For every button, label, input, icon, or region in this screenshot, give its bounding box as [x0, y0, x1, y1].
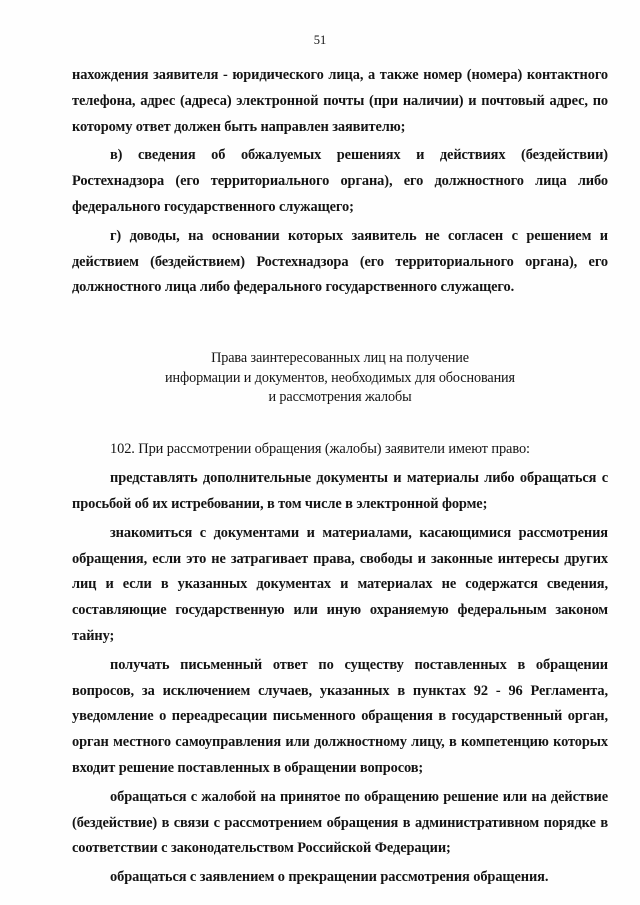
paragraph-item-v: в) сведения об обжалуемых решениях и действиях (бездействии) Ростехнадзора (его территориального органа), его должностного лица либо федерального государственного служащего;: [72, 147, 608, 215]
document-body: [72, 63, 608, 891]
paragraph-102-lead: 102. При рассмотрении обращения (жалобы) заявители имеют право:: [110, 441, 530, 458]
section-heading-line: Права заинтересованных лиц на получение: [211, 350, 469, 367]
paragraph-right-appeal: обращаться с жалобой на принятое по обращению решение или на действие (бездействие) в связи с рассмотрением обращения в административном порядке в соответствии с законодательством Российской Федерации;: [72, 788, 608, 857]
section-heading-line: и рассмотрения жалобы: [268, 388, 412, 405]
paragraph-right-familiarize: знакомиться с документами и материалами, касающимися рассмотрения обращения, если это не затрагивает права, свободы и законные интересы других лиц и если в указанных документах и материалах не содержатся сведения, составляющие государственную или иную охраняемую федеральным законом тайну;: [72, 524, 608, 644]
paragraph-item-g: г) доводы, на основании которых заявитель не согласен с решением и действием (бездействием) Ростехнадзора (его территориального органа), его должностного лица либо федерального государственного служащего.: [72, 227, 608, 296]
paragraph-right-documents: представлять дополнительные документы и материалы либо обращаться с просьбой об их истребовании, в том числе в электронной форме;: [72, 470, 608, 512]
paragraph-right-answer: получать письменный ответ по существу поставленных в обращении вопросов, за исключением случаев, указанных в пунктах 92 - 96 Регламента, уведомление о переадресации письменного обращения в государственный орган, орган местного самоуправления или должностному лицу, в компетенцию которых входит решение поставленных в обращении вопросов;: [72, 656, 608, 776]
page-number: 51: [313, 33, 327, 47]
section-heading: [72, 349, 608, 407]
paragraph-right-termination: обращаться с заявлением о прекращении рассмотрения обращения.: [110, 869, 549, 886]
paragraph-applicant-contacts: нахождения заявителя - юридического лица, а также номер (номера) контактного телефона, адрес (адреса) электронной почты (при наличии) и почтовый адрес, по которому ответ должен быть направлен заявителю;: [72, 67, 608, 135]
section-heading-line: информации и документов, необходимых для обоснования: [165, 369, 515, 386]
